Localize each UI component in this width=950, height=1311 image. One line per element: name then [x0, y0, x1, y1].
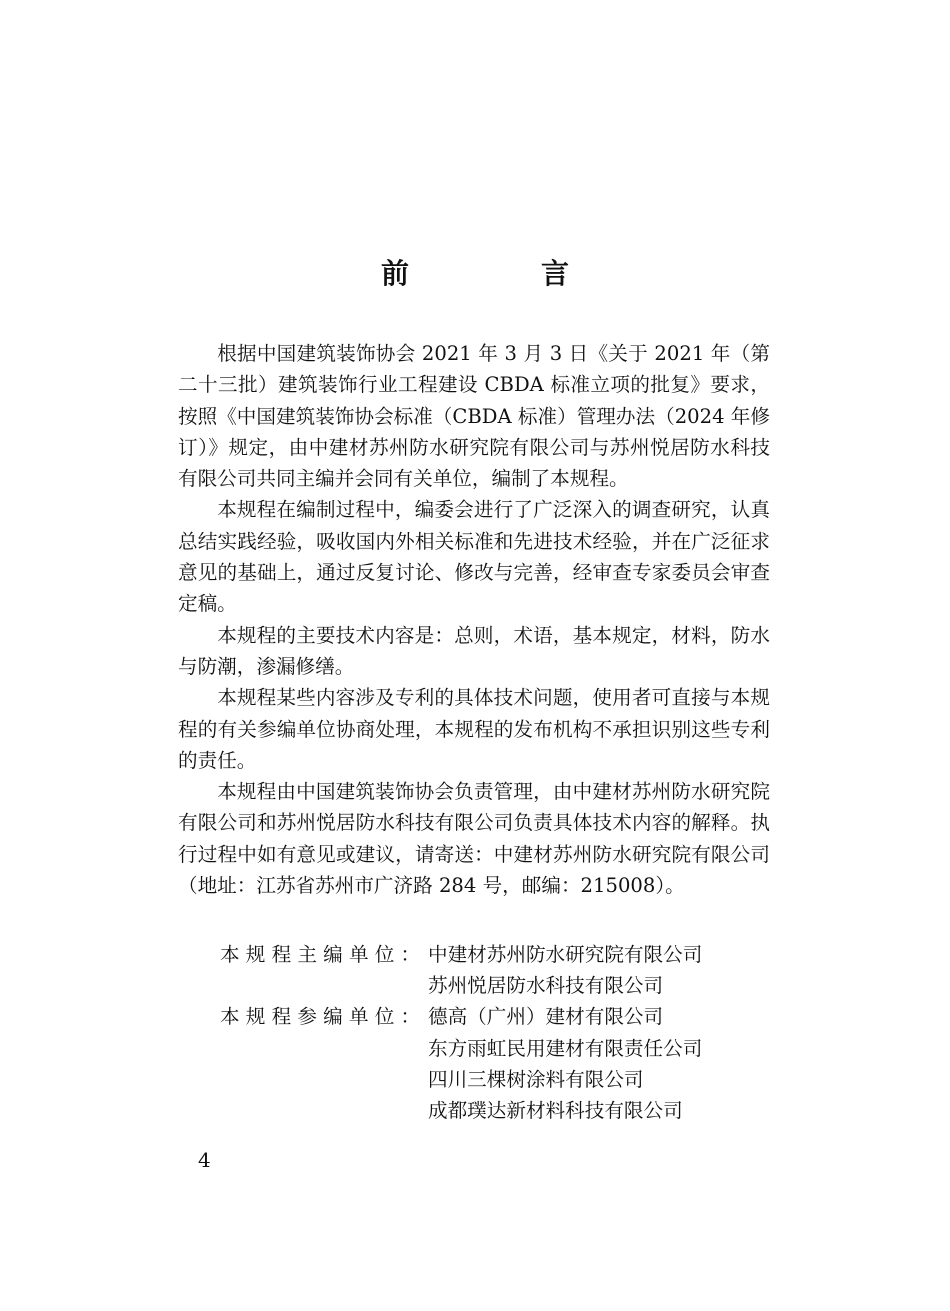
paragraph-basis: 根据中国建筑装饰协会 2021 年 3 月 3 日《关于 2021 年（第二十三批）建筑装饰行业工程建设 CBDA 标准立项的批复》要求，按照《中国建筑装饰协会标准（CBDA 标准）管理办法（2024 年修订）》规定，由中建材苏州防水研究院有限公司与苏州悦居防水科技有限公司共同主编并会同有关单位，编制了本规程。 — [178, 342, 770, 491]
participating-units-list — [428, 1001, 702, 1126]
paragraph-contents: 本规程的主要技术内容是：总则，术语，基本规定，材料，防水与防潮，渗漏修缮。 — [178, 623, 770, 678]
page-title: 前 言 — [380, 257, 621, 290]
participating-unit-name: 东方雨虹民用建材有限责任公司 — [428, 1036, 703, 1060]
units-section — [220, 939, 780, 1126]
participating-units-row — [220, 1001, 780, 1126]
chief-units-list — [428, 939, 702, 1001]
chief-unit-name: 中建材苏州防水研究院有限公司 — [428, 943, 703, 966]
paragraph-patents: 本规程某些内容涉及专利的具体技术问题，使用者可直接与本规程的有关参编单位协商处理，本规程的发布机构不承担识别这些专利的责任。 — [178, 686, 770, 772]
participating-unit-name: 德高（广州）建材有限公司 — [428, 1005, 664, 1029]
chief-units-label: 本规程主编单位： — [220, 943, 427, 966]
preface-body — [178, 338, 770, 901]
participating-units-label: 本规程参编单位： — [220, 1005, 427, 1029]
paragraph-management: 本规程由中国建筑装饰协会负责管理，由中建材苏州防水研究院有限公司和苏州悦居防水科技有限公司负责具体技术内容的解释。执行过程中如有意见或建议，请寄送：中建材苏州防水研究院有限公司（地址：江苏省苏州市广济路 284 号，邮编：215008）。 — [178, 780, 770, 898]
participating-unit-name: 四川三棵树涂料有限公司 — [428, 1067, 644, 1091]
participating-unit-name: 成都璞达新材料科技有限公司 — [428, 1099, 683, 1123]
page-number: 4 — [198, 1148, 211, 1172]
chief-unit-name: 苏州悦居防水科技有限公司 — [428, 974, 664, 998]
chief-units-row — [220, 939, 780, 1001]
paragraph-process: 本规程在编制过程中，编委会进行了广泛深入的调查研究，认真总结实践经验，吸收国内外相关标准和先进技术经验，并在广泛征求意见的基础上，通过反复讨论、修改与完善，经审查专家委员会审查定稿。 — [178, 498, 770, 616]
